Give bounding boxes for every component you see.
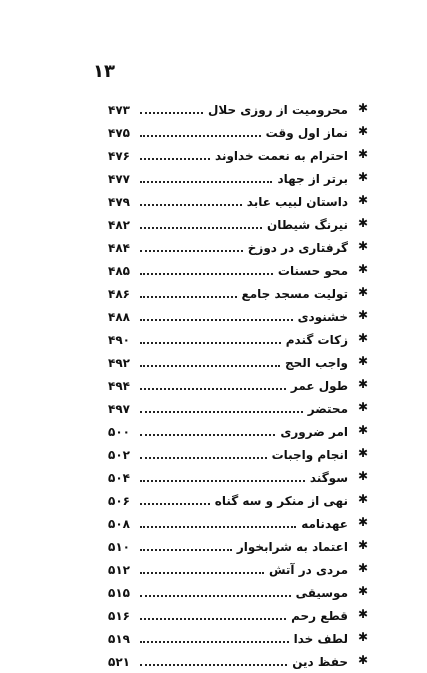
asterisk-bullet-icon: ✱: [357, 101, 368, 115]
toc-entry: [108, 627, 368, 650]
dot-leader: [140, 180, 272, 183]
asterisk-bullet-icon: ✱: [357, 285, 368, 299]
toc-entry: [108, 397, 368, 420]
entry-title: نماز اول وقت: [265, 125, 348, 140]
entry-title: محتضر: [307, 401, 348, 416]
dot-leader: [140, 548, 232, 551]
toc-entry: [108, 420, 368, 443]
entry-page-number: ۴۹۰: [108, 332, 130, 347]
dot-leader: [140, 318, 293, 321]
asterisk-bullet-icon: ✱: [357, 377, 368, 391]
asterisk-bullet-icon: ✱: [357, 515, 368, 529]
entry-title: عهدنامه: [301, 516, 348, 531]
asterisk-bullet-icon: ✱: [357, 469, 368, 483]
entry-title: مردی در آتش: [268, 562, 348, 577]
dot-leader: [140, 456, 267, 459]
table-of-contents: [108, 98, 368, 673]
toc-entry: [108, 236, 368, 259]
entry-page-number: ۵۰۴: [108, 470, 130, 485]
entry-title: احترام به نعمت خداوند: [215, 148, 348, 163]
toc-entry: [108, 535, 368, 558]
entry-title: قطع رحم: [291, 608, 348, 623]
entry-title: لطف خدا: [293, 631, 348, 646]
asterisk-bullet-icon: ✱: [357, 124, 368, 138]
toc-entry: [108, 98, 368, 121]
entry-page-number: ۴۸۲: [108, 217, 130, 232]
asterisk-bullet-icon: ✱: [357, 446, 368, 460]
entry-title: برتر از جهاد: [277, 171, 348, 186]
toc-entry: [108, 121, 368, 144]
toc-entry: [108, 167, 368, 190]
asterisk-bullet-icon: ✱: [357, 400, 368, 414]
entry-title: امر ضروری: [280, 424, 348, 439]
entry-title: سوگند: [309, 470, 348, 485]
dot-leader: [140, 479, 305, 482]
asterisk-bullet-icon: ✱: [357, 331, 368, 345]
entry-page-number: ۴۷۳: [108, 102, 130, 117]
entry-page-number: ۵۰۰: [108, 424, 130, 439]
page-number: ۱۳: [93, 61, 115, 82]
dot-leader: [140, 410, 303, 413]
entry-page-number: ۵۲۱: [108, 654, 130, 669]
toc-entry: [108, 650, 368, 673]
entry-page-number: ۴۸۶: [108, 286, 130, 301]
asterisk-bullet-icon: ✱: [357, 147, 368, 161]
entry-title: موسیقی: [295, 585, 348, 600]
entry-page-number: ۴۸۵: [108, 263, 130, 278]
asterisk-bullet-icon: ✱: [357, 239, 368, 253]
entry-page-number: ۵۱۰: [108, 539, 130, 554]
toc-entry: [108, 443, 368, 466]
entry-page-number: ۵۱۶: [108, 608, 130, 623]
entry-page-number: ۵۱۵: [108, 585, 130, 600]
dot-leader: [140, 203, 242, 206]
entry-title: واجب الحج: [284, 355, 348, 370]
entry-page-number: ۵۱۲: [108, 562, 130, 577]
entry-title: طول عمر: [290, 378, 348, 393]
dot-leader: [140, 433, 275, 436]
entry-title: محو حسنات: [277, 263, 348, 278]
entry-page-number: ۴۸۴: [108, 240, 130, 255]
asterisk-bullet-icon: ✱: [357, 354, 368, 368]
toc-entry: [108, 604, 368, 627]
toc-entry: [108, 512, 368, 535]
toc-entry: [108, 351, 368, 374]
dot-leader: [140, 226, 262, 229]
entry-page-number: ۴۷۹: [108, 194, 130, 209]
entry-title: داستان لبیب عابد: [246, 194, 348, 209]
asterisk-bullet-icon: ✱: [357, 492, 368, 506]
toc-entry: [108, 328, 368, 351]
entry-page-number: ۴۷۶: [108, 148, 130, 163]
entry-page-number: ۴۷۵: [108, 125, 130, 140]
dot-leader: [140, 295, 237, 298]
toc-entry: [108, 374, 368, 397]
toc-entry: [108, 489, 368, 512]
entry-title: حفظ دین: [292, 654, 348, 669]
toc-entry: [108, 581, 368, 604]
toc-entry: [108, 190, 368, 213]
asterisk-bullet-icon: ✱: [357, 607, 368, 621]
dot-leader: [140, 571, 264, 574]
entry-title: نیرنگ شیطان: [267, 217, 348, 232]
toc-entry: [108, 305, 368, 328]
entry-title: زکات گندم: [285, 332, 348, 347]
asterisk-bullet-icon: ✱: [357, 538, 368, 552]
entry-page-number: ۴۹۲: [108, 355, 130, 370]
dot-leader: [140, 387, 286, 390]
entry-page-number: ۴۹۷: [108, 401, 130, 416]
dot-leader: [140, 341, 281, 344]
asterisk-bullet-icon: ✱: [357, 262, 368, 276]
dot-leader: [140, 364, 280, 367]
toc-entry: [108, 144, 368, 167]
dot-leader: [140, 272, 273, 275]
entry-title: نهی از منکر و سه گناه: [214, 493, 348, 508]
entry-page-number: ۵۰۶: [108, 493, 130, 508]
entry-title: تولیت مسجد جامع: [241, 286, 348, 301]
asterisk-bullet-icon: ✱: [357, 423, 368, 437]
entry-title: گرفتاری در دوزخ: [247, 240, 348, 255]
asterisk-bullet-icon: ✱: [357, 561, 368, 575]
toc-entry: [108, 213, 368, 236]
asterisk-bullet-icon: ✱: [357, 308, 368, 322]
toc-entry: [108, 466, 368, 489]
entry-title: اعتماد به شرابخوار: [236, 539, 348, 554]
entry-title: خشنودی: [297, 309, 348, 324]
entry-page-number: ۵۰۸: [108, 516, 130, 531]
dot-leader: [140, 249, 243, 252]
entry-page-number: ۵۱۹: [108, 631, 130, 646]
asterisk-bullet-icon: ✱: [357, 584, 368, 598]
dot-leader: [140, 640, 289, 643]
dot-leader: [140, 525, 296, 528]
dot-leader: [140, 157, 210, 160]
toc-entry: [108, 259, 368, 282]
toc-entry: [108, 558, 368, 581]
dot-leader: [140, 594, 291, 597]
dot-leader: [140, 134, 261, 137]
asterisk-bullet-icon: ✱: [357, 653, 368, 667]
entry-page-number: ۴۹۴: [108, 378, 130, 393]
dot-leader: [140, 617, 286, 620]
toc-entry: [108, 282, 368, 305]
dot-leader: [140, 111, 203, 114]
dot-leader: [140, 502, 210, 505]
entry-title: انجام واجبات: [271, 447, 348, 462]
entry-page-number: ۵۰۲: [108, 447, 130, 462]
asterisk-bullet-icon: ✱: [357, 193, 368, 207]
asterisk-bullet-icon: ✱: [357, 216, 368, 230]
entry-title: محرومیت از روزی حلال: [207, 102, 348, 117]
asterisk-bullet-icon: ✱: [357, 170, 368, 184]
asterisk-bullet-icon: ✱: [357, 630, 368, 644]
entry-page-number: ۴۸۸: [108, 309, 130, 324]
entry-page-number: ۴۷۷: [108, 171, 130, 186]
